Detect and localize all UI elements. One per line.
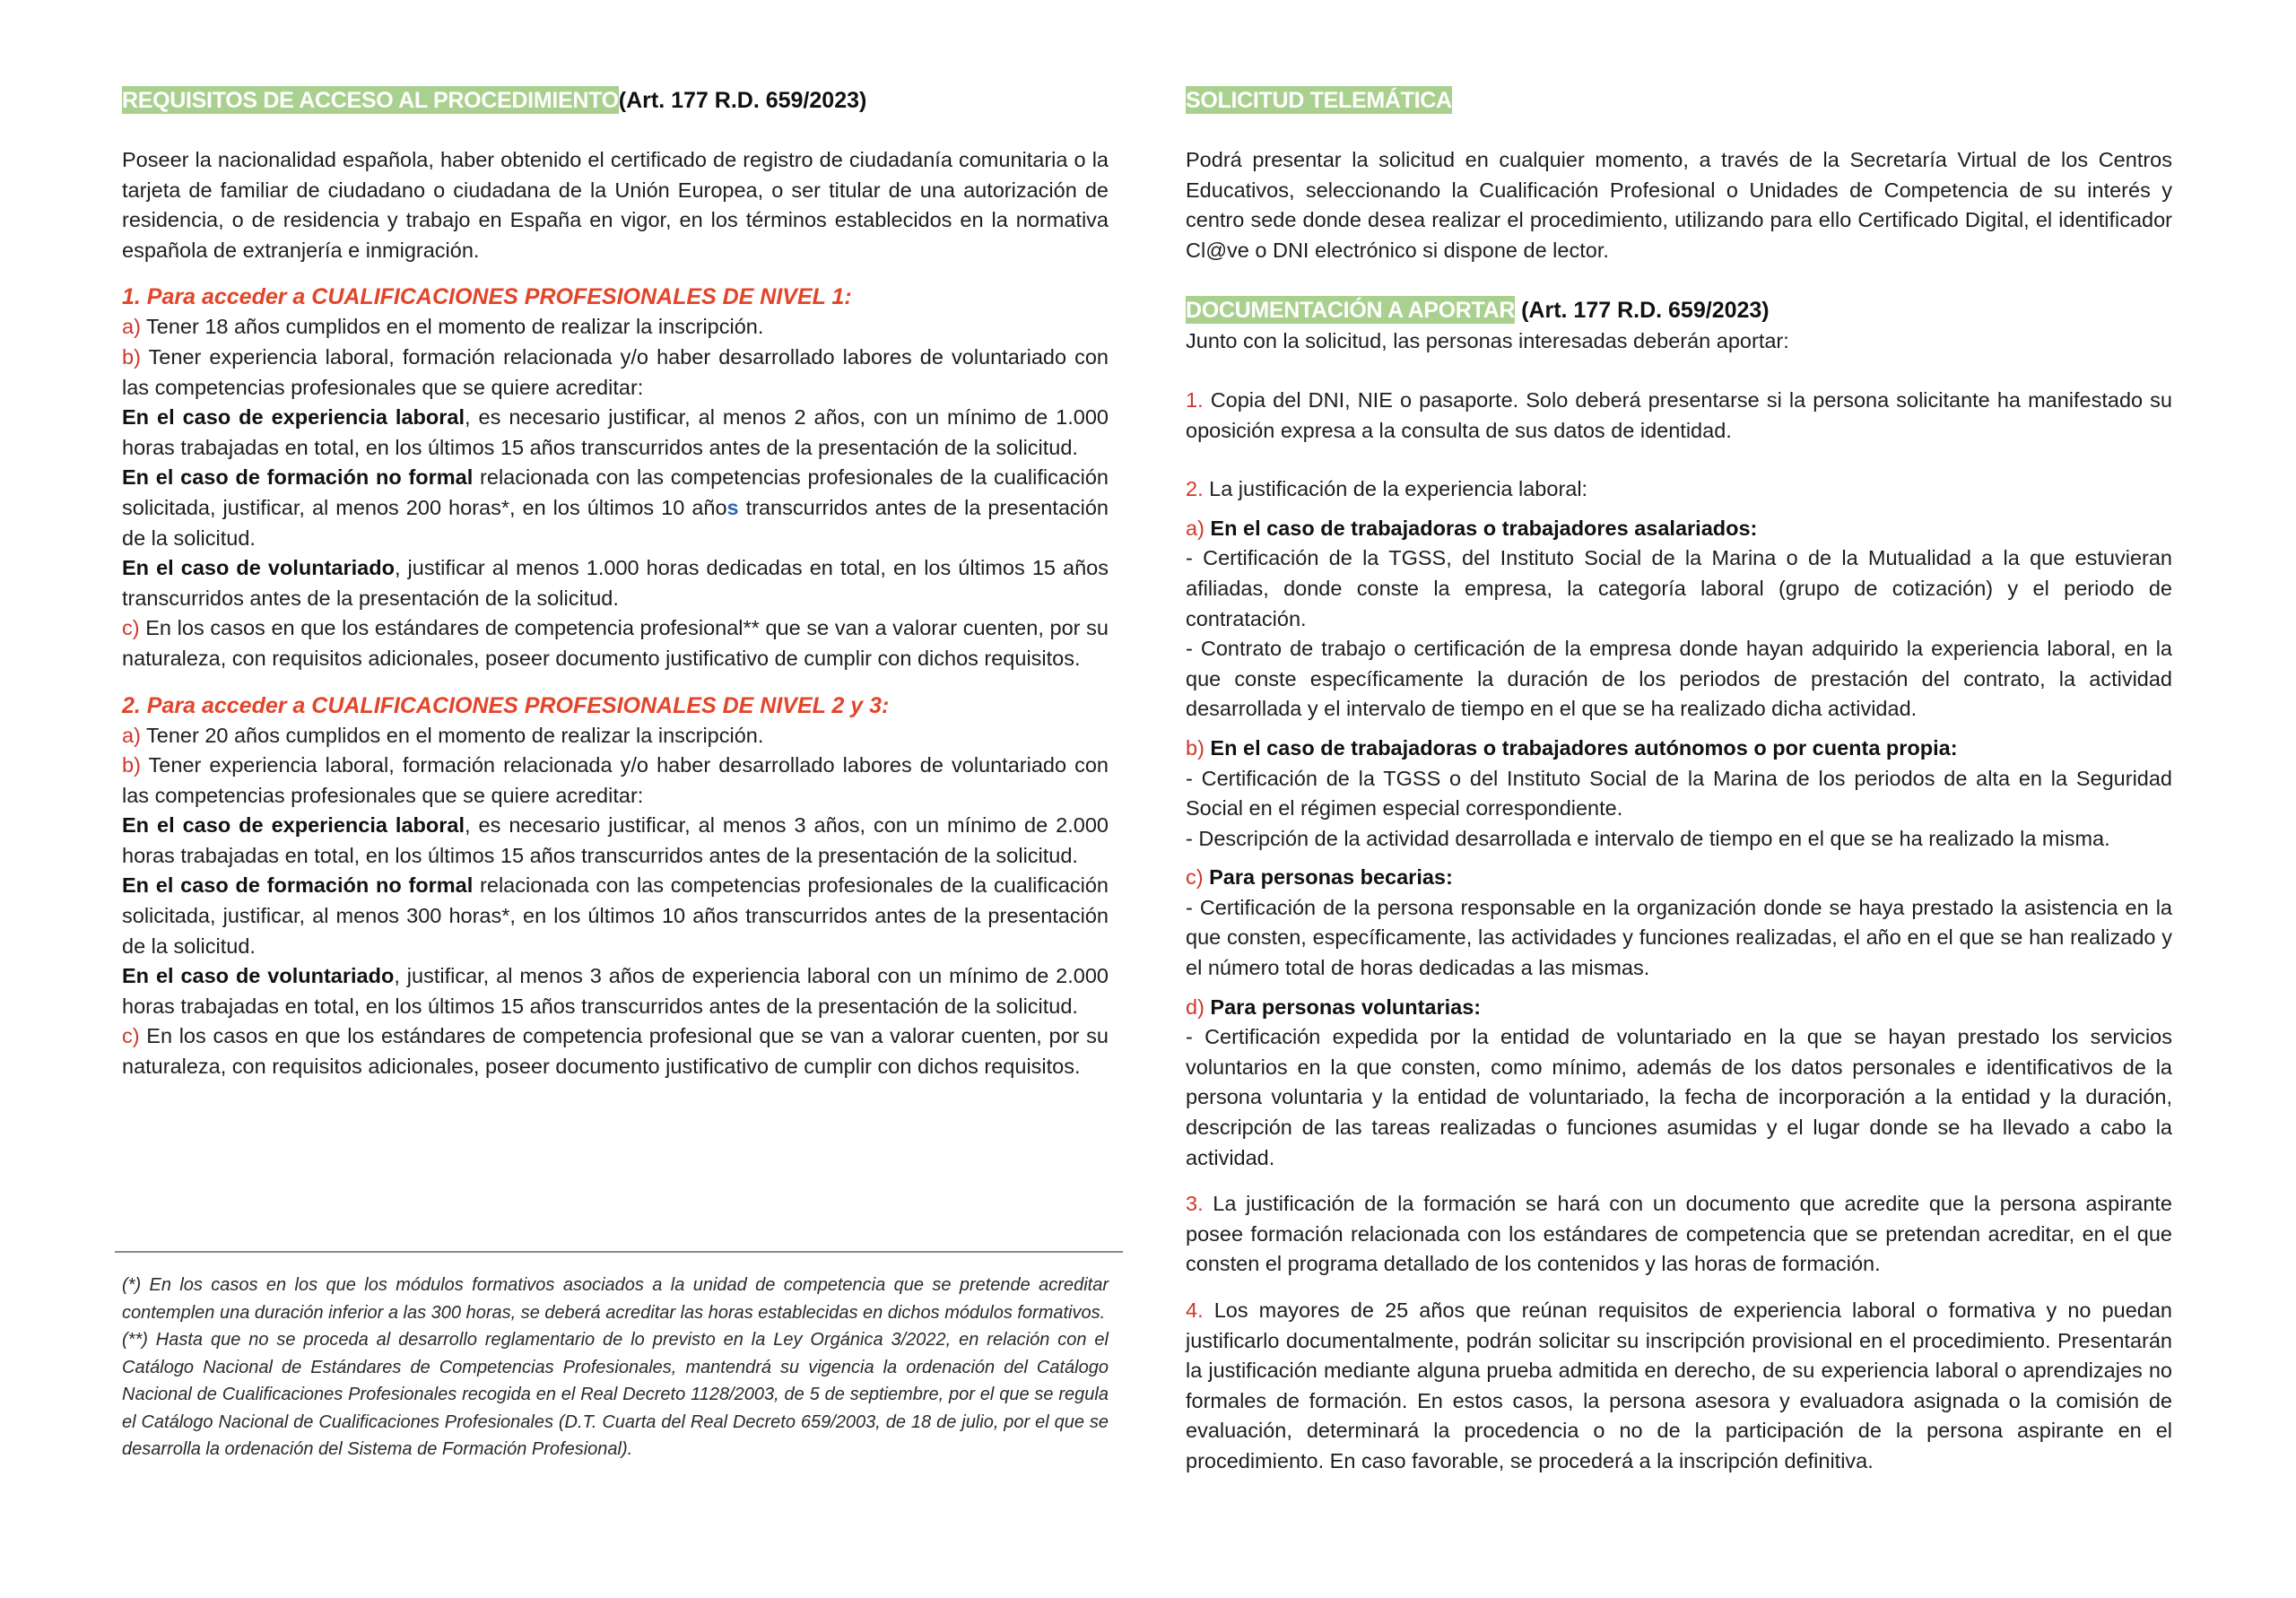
nivel1-formacion [122, 463, 1109, 553]
solicitud-heading [1186, 84, 2172, 117]
nivel1-experiencia-bold: En el caso de experiencia laboral [122, 405, 465, 430]
nivel1-item-a [122, 312, 1109, 343]
solicitud-text: Podrá presentar la solicitud en cualquier momento, a través de la Secretaría Virtual de los Centros Educativos, seleccionando la Cualificación Profesional o Unidades de Competencia de su interés y centro sede donde desea realizar el procedimiento, utilizando para ello Certificado Digital, el identificador Cl@ve o DNI electrónico si dispone de lector. [1186, 148, 2172, 262]
nivel1-text-a: Tener 18 años cumplidos en el momento de realizar la inscripción. [140, 315, 764, 339]
doc-sub-a-line-2: - Contrato de trabajo o certificación de la empresa donde hayan adquirido la experiencia laboral, en la que conste específicamente la duración de los periodos de prestación del contrato, la actividad desarrollada y el intervalo de tiempo en el que se ha realizado dicha actividad. [1186, 637, 2172, 721]
doc-item-3-marker: 3. [1186, 1192, 1204, 1216]
doc-item-2 [1186, 474, 2172, 505]
nivel23-voluntariado-bold: En el caso de voluntariado [122, 964, 395, 988]
requisitos-heading-highlight: REQUISITOS DE ACCESO AL PROCEDIMIENTO [122, 88, 619, 113]
doc-sub-c-heading: Para personas becarias: [1203, 865, 1453, 890]
nivel23-voluntariado-text: , justificar, al menos 3 años de experiencia laboral con un mínimo de 2.000 horas trabajadas en total, en los últimos 15 años transcurridos antes de la presentación de la solicitud. [122, 964, 1109, 1018]
nivel23-text-b: Tener experiencia laboral, formación relacionada y/o haber desarrollado labores de voluntariado con las competencias profesionales que se quiere acreditar: [122, 753, 1109, 807]
nivel1-item-b [122, 343, 1109, 403]
left-column [122, 84, 1109, 1082]
nivel23-formacion [122, 871, 1109, 961]
documentacion-heading-ref: (Art. 177 R.D. 659/2023) [1515, 298, 1770, 324]
doc-item-4 [1186, 1296, 2172, 1477]
nivel23-formacion-bold: En el caso de formación no formal [122, 873, 474, 898]
nivel23-experiencia-text: , es necesario justificar, al menos 3 años, con un mínimo de 2.000 horas trabajadas en total, en los últimos 15 años transcurridos antes de la presentación de la solicitud. [122, 813, 1109, 867]
doc-item-2-marker: 2. [1186, 477, 1204, 501]
doc-sub-b-title [1186, 734, 2172, 764]
nivel1-marker-b: b) [122, 344, 141, 369]
nivel1-formacion-bold: En el caso de formación no formal [122, 465, 474, 490]
nivel23-item-b [122, 751, 1109, 811]
nivel1-item-c [122, 613, 1109, 673]
nivel23-voluntariado [122, 961, 1109, 1021]
nivel1-marker-a: a) [122, 315, 141, 339]
nivel23-experiencia [122, 811, 1109, 871]
nivel1-text-c: En los casos en que los estándares de competencia profesional** que se van a valorar cuenten, por su naturaleza, con requisitos adicionales, poseer documento justificativo de cumplir con dichos requisitos. [122, 616, 1109, 670]
doc-sub-a-marker: a) [1186, 516, 1205, 540]
nivel1-formacion-text-1: relacionada con las competencias profesionales de la cualificación solicitada, justificar, al menos 200 horas*, en los últimos 10 año [122, 465, 1109, 519]
footnote-1: (*) En los casos en los que los módulos formativos asociados a la unidad de competencia que se pretende acreditar contemplen una duración inferior a las 300 horas, se deberá acreditar las horas establecidas en dichos módulos formativos. [122, 1275, 1109, 1323]
nivel1-text-b: Tener experiencia laboral, formación relacionada y/o haber desarrollado labores de voluntariado con las competencias profesionales que se quiere acreditar: [122, 344, 1109, 399]
doc-sub-b-line-2: - Descripción de la actividad desarrollada e intervalo de tiempo en el que se ha realizado la misma. [1186, 826, 2110, 850]
doc-sub-b-line-1: - Certificación de la TGSS o del Instituto Social de la Marina de los periodos de alta en la Seguridad Social en el régimen especial correspondiente. [1186, 766, 2172, 821]
requisitos-heading-ref: (Art. 177 R.D. 659/2023) [618, 88, 867, 113]
nivel23-marker-b: b) [122, 753, 141, 777]
requisitos-intro: Poseer la nacionalidad española, haber obtenido el certificado de registro de ciudadanía comunitaria o la tarjeta de familiar de ciudadano o ciudadana de la Unión Europea, o ser titular de una autorización de residencia, o de residencia y trabajo en España en vigor, en los términos establecidos en la normativa española de extranjería e inmigración. [122, 148, 1109, 262]
solicitud-heading-highlight: SOLICITUD TELEMÁTICA [1186, 88, 1452, 113]
doc-sub-b-marker: b) [1186, 735, 1205, 760]
nivel23-formacion-text: relacionada con las competencias profesionales de la cualificación solicitada, justificar, al menos 300 horas*, en los últimos 10 años transcurridos antes de la presentación de la solicitud. [122, 873, 1109, 958]
requisitos-heading [122, 84, 1109, 117]
nivel1-formacion-blue-s: s [726, 495, 739, 519]
nivel23-marker-a: a) [122, 723, 141, 747]
footnotes [122, 1272, 1109, 1463]
doc-sub-c-marker: c) [1186, 865, 1204, 890]
doc-sub-a-line-1: - Certificación de la TGSS, del Instituto Social de la Marina o de la Mutualidad a la que estuvieran afiliadas, donde conste la empresa, la categoría laboral (grupo de cotización) y el periodo de contratación. [1186, 546, 2172, 630]
nivel23-item-a [122, 721, 1109, 751]
doc-sub-b-heading: En el caso de trabajadoras o trabajadores autónomos o por cuenta propia: [1204, 735, 1958, 760]
doc-sub-a-heading: En el caso de trabajadoras o trabajadores asalariados: [1204, 516, 1758, 540]
doc-item-1-text: Copia del DNI, NIE o pasaporte. Solo deberá presentarse si la persona solicitante ha manifestado su oposición expresa a la consulta de sus datos de identidad. [1186, 387, 2172, 442]
nivel23-experiencia-bold: En el caso de experiencia laboral [122, 813, 465, 838]
doc-item-4-marker: 4. [1186, 1298, 1204, 1322]
doc-sub-d-title [1186, 993, 2172, 1023]
nivel1-heading: 1. Para acceder a CUALIFICACIONES PROFESIONALES DE NIVEL 1: [122, 284, 852, 310]
documentacion-intro: Junto con la solicitud, las personas interesadas deberán aportar: [1186, 329, 1789, 353]
doc-sub-c-title [1186, 863, 2172, 893]
doc-sub-d-marker: d) [1186, 994, 1205, 1019]
nivel23-text-a: Tener 20 años cumplidos en el momento de realizar la inscripción. [140, 723, 764, 747]
doc-sub-d-line-1: - Certificación expedida por la entidad de voluntariado en la que se hayan prestado los servicios voluntarios en la que consten, como mínimo, además de los datos personales e identificativos de la persona voluntaria y la entidad de voluntariado, la fecha de incorporación a la entidad y la duración, descripción de las tareas realizadas o funciones asumidas y el lugar donde se ha llevado a cabo la actividad. [1186, 1025, 2172, 1169]
right-column [1186, 84, 2172, 1477]
doc-item-3 [1186, 1189, 2172, 1280]
nivel1-formacion-text-2: transcurridos antes de la presentación de la solicitud. [122, 495, 1109, 550]
nivel1-marker-c: c) [122, 616, 140, 640]
nivel1-voluntariado-text: , justificar al menos 1.000 horas dedicadas en total, en los últimos 15 años transcurridos antes de la presentación de la solicitud. [122, 556, 1109, 610]
nivel1-experiencia [122, 403, 1109, 463]
doc-item-3-text: La justificación de la formación se hará con un documento que acredite que la persona aspirante posee formación relacionada con los estándares de competencia que se pretendan acreditar, en el que consten el programa detallado de los contenidos y las horas de formación. [1186, 1192, 2172, 1276]
doc-sub-c-line-1: - Certificación de la persona responsable en la organización donde se haya prestado la asistencia en la que consten, específicamente, las actividades y funciones realizadas, el año en el que se han realizado y el número total de horas dedicadas a las mismas. [1186, 895, 2172, 980]
doc-sub-a-title [1186, 514, 2172, 544]
nivel23-heading: 2. Para acceder a CUALIFICACIONES PROFESIONALES DE NIVEL 2 y 3: [122, 692, 890, 718]
documentacion-heading [1186, 294, 2172, 326]
doc-sub-d-heading: Para personas voluntarias: [1204, 994, 1482, 1019]
doc-item-4-text: Los mayores de 25 años que reúnan requisitos de experiencia laboral o formativa y no puedan justificarlo documentalmente, podrán solicitar su inscripción provisional en el procedimiento. Presentarán la justificación mediante alguna prueba admitida en derecho, de su experiencia laboral o aprendizajes no formales de formación. En estos casos, la persona asesora y evaluadora asignada o la comisión de evaluación, determinará la procedencia o no de la participación de la persona aspirante en el procedimiento. En caso favorable, se procederá a la inscripción definitiva. [1186, 1298, 2172, 1472]
doc-item-1-marker: 1. [1186, 387, 1204, 412]
documentacion-heading-highlight: DOCUMENTACIÓN A APORTAR [1186, 298, 1516, 324]
nivel23-marker-c: c) [122, 1024, 140, 1048]
doc-item-2-text: La justificación de la experiencia laboral: [1203, 477, 1588, 501]
nivel23-item-c [122, 1021, 1109, 1081]
nivel1-voluntariado-bold: En el caso de voluntariado [122, 556, 395, 580]
nivel23-text-c: En los casos en que los estándares de competencia profesional que se van a valorar cuenten, por su naturaleza, con requisitos adicionales, poseer documento justificativo de cumplir con dichos requisitos. [122, 1024, 1109, 1079]
doc-item-1 [1186, 386, 2172, 446]
nivel1-experiencia-text: , es necesario justificar, al menos 2 años, con un mínimo de 1.000 horas trabajadas en total, en los últimos 15 años transcurridos antes de la presentación de la solicitud. [122, 405, 1109, 459]
footnote-divider [115, 1251, 1123, 1253]
nivel1-voluntariado [122, 553, 1109, 613]
footnote-2: (**) Hasta que no se proceda al desarrollo reglamentario de lo previsto en la Ley Orgánica 3/2022, en relación con el Catálogo Nacional de Estándares de Competencias Profesionales, mantendrá su vigencia la ordenación del Catálogo Nacional de Cualificaciones Profesionales recogida en el Real Decreto 1128/2003, de 5 de septiembre, por el que se regula el Catálogo Nacional de Cualificaciones Profesionales (D.T. Cuarta del Real Decreto 659/2003, de 18 de julio, por el que se desarrolla la ordenación del Sistema de Formación Profesional). [122, 1330, 1109, 1459]
